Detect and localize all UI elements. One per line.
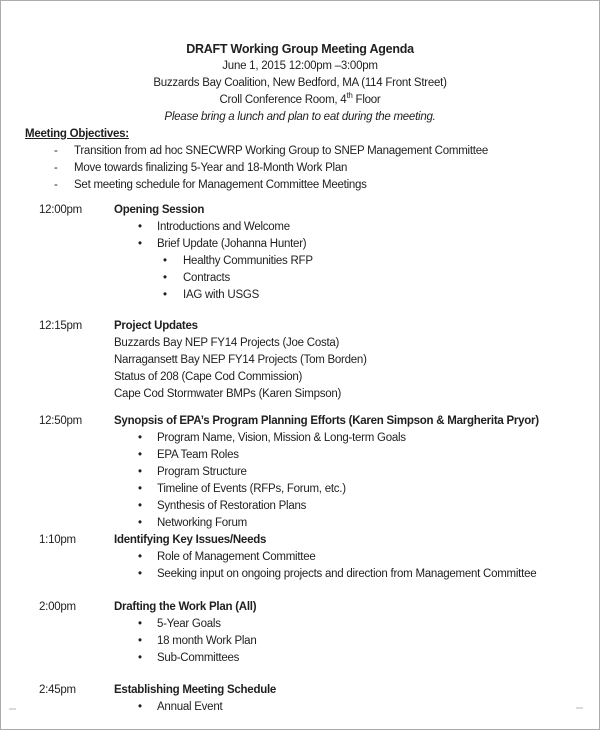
bullet-marker: • — [138, 551, 142, 563]
objective-text: Transition from ad hoc SNECWRP Working Group to SNEP Management Committee — [74, 145, 489, 157]
agenda-section-content — [114, 599, 599, 667]
dash-marker: - — [54, 162, 58, 174]
agenda-item — [114, 498, 599, 515]
objective-text: Move towards finalizing 5-Year and 18-Month Work Plan — [74, 162, 348, 174]
agenda-item-text: Networking Forum — [157, 517, 247, 529]
agenda-section-title: Project Updates — [114, 320, 198, 332]
meeting-room-suffix: Floor — [352, 94, 381, 106]
agenda-section-content — [114, 413, 599, 532]
agenda-section — [1, 202, 599, 304]
agenda-section — [1, 413, 599, 532]
bullet-marker: • — [138, 635, 142, 647]
objectives-list — [25, 143, 599, 194]
bullet-marker: • — [138, 618, 142, 630]
agenda-item — [114, 352, 599, 369]
agenda-section — [1, 532, 599, 583]
objective-item — [25, 160, 599, 177]
agenda-item — [114, 699, 599, 716]
objectives-heading: Meeting Objectives: — [25, 128, 129, 140]
dash-marker: - — [54, 179, 58, 191]
agenda-item — [114, 253, 599, 270]
agenda-item-text: IAG with USGS — [183, 289, 259, 301]
agenda-item-text: Status of 208 (Cape Cod Commission) — [114, 371, 303, 383]
agenda-item-text: Narragansett Bay NEP FY14 Projects (Tom Borden) — [114, 354, 367, 366]
dash-marker: - — [54, 145, 58, 157]
agenda-item-text: Program Structure — [157, 466, 247, 478]
bullet-marker: • — [163, 255, 167, 267]
agenda-item — [114, 650, 599, 667]
bullet-marker: • — [138, 238, 142, 250]
agenda-item-text: Cape Cod Stormwater BMPs (Karen Simpson) — [114, 388, 342, 400]
agenda-item — [114, 430, 599, 447]
scan-artifact — [576, 707, 583, 709]
bullet-marker: • — [138, 701, 142, 713]
meeting-datetime: June 1, 2015 12:00pm –3:00pm — [222, 60, 378, 72]
agenda-item-text: Synthesis of Restoration Plans — [157, 500, 307, 512]
agenda-section-content — [114, 532, 599, 583]
agenda-item-text: Healthy Communities RFP — [183, 255, 313, 267]
agenda-section — [1, 599, 599, 667]
agenda-time: 12:00pm — [39, 204, 83, 216]
agenda-item — [114, 386, 599, 403]
agenda-section-title: Drafting the Work Plan (All) — [114, 601, 257, 613]
meeting-room — [1, 92, 599, 109]
agenda-section-title: Opening Session — [114, 204, 205, 216]
agenda-item-text: Brief Update (Johanna Hunter) — [157, 238, 307, 250]
agenda-item — [114, 464, 599, 481]
agenda-section-title: Identifying Key Issues/Needs — [114, 534, 267, 546]
agenda-section-title: Establishing Meeting Schedule — [114, 684, 277, 696]
bullet-marker: • — [163, 272, 167, 284]
bullet-marker: • — [138, 568, 142, 580]
bullet-marker: • — [138, 432, 142, 444]
agenda-item — [114, 549, 599, 566]
agenda-time: 2:00pm — [39, 601, 76, 613]
agenda-section-content — [114, 682, 599, 716]
agenda-item — [114, 616, 599, 633]
agenda-item-text: Introductions and Welcome — [157, 221, 290, 233]
agenda-time: 12:15pm — [39, 320, 83, 332]
agenda-item — [114, 236, 599, 253]
agenda-time: 2:45pm — [39, 684, 76, 696]
agenda-item — [114, 633, 599, 650]
agenda-item-text: EPA Team Roles — [157, 449, 239, 461]
agenda-item-text: Sub-Committees — [157, 652, 240, 664]
bullet-marker: • — [138, 500, 142, 512]
bullet-marker: • — [163, 289, 167, 301]
agenda-item-text: Timeline of Events (RFPs, Forum, etc.) — [157, 483, 346, 495]
bullet-marker: • — [138, 652, 142, 664]
bullet-marker: • — [138, 517, 142, 529]
agenda-list — [1, 202, 599, 716]
agenda-item — [114, 481, 599, 498]
agenda-item — [114, 270, 599, 287]
ordinal-superscript: th — [346, 91, 353, 101]
bullet-marker: • — [138, 466, 142, 478]
agenda-item-text: Contracts — [183, 272, 230, 284]
page-title: DRAFT Working Group Meeting Agenda — [186, 42, 414, 56]
agenda-item-text: Role of Management Committee — [157, 551, 316, 563]
lunch-note: Please bring a lunch and plan to eat during the meeting. — [164, 111, 436, 123]
agenda-item — [114, 369, 599, 386]
objective-item — [25, 177, 599, 194]
document-header — [1, 1, 599, 126]
agenda-time: 12:50pm — [39, 415, 83, 427]
meeting-room-text: Croll Conference Room, 4 — [219, 94, 347, 106]
bullet-marker: • — [138, 483, 142, 495]
agenda-section-content — [114, 202, 599, 304]
agenda-section — [1, 318, 599, 403]
agenda-item — [114, 219, 599, 236]
bullet-marker: • — [138, 221, 142, 233]
objectives-section — [25, 126, 599, 194]
objective-text: Set meeting schedule for Management Committee Meetings — [74, 179, 367, 191]
agenda-time: 1:10pm — [39, 534, 76, 546]
scan-artifact — [9, 708, 16, 710]
agenda-item-text: Program Name, Vision, Mission & Long-term Goals — [157, 432, 406, 444]
agenda-item — [114, 447, 599, 464]
agenda-item-text: Buzzards Bay NEP FY14 Projects (Joe Costa) — [114, 337, 340, 349]
agenda-item — [114, 335, 599, 352]
agenda-item-text: Seeking input on ongoing projects and direction from Management Committee — [157, 568, 537, 580]
agenda-item — [114, 566, 599, 583]
bullet-marker: • — [138, 449, 142, 461]
agenda-item-text: 5-Year Goals — [157, 618, 221, 630]
agenda-item-text: 18 month Work Plan — [157, 635, 257, 647]
objective-item — [25, 143, 599, 160]
agenda-item — [114, 515, 599, 532]
agenda-section — [1, 682, 599, 716]
agenda-section-content — [114, 318, 599, 403]
meeting-location: Buzzards Bay Coalition, New Bedford, MA (114 Front Street) — [153, 77, 447, 89]
agenda-section-title: Synopsis of EPA’s Program Planning Efforts (Karen Simpson & Margherita Pryor) — [114, 415, 539, 427]
agenda-item — [114, 287, 599, 304]
agenda-item-text: Annual Event — [157, 701, 223, 713]
